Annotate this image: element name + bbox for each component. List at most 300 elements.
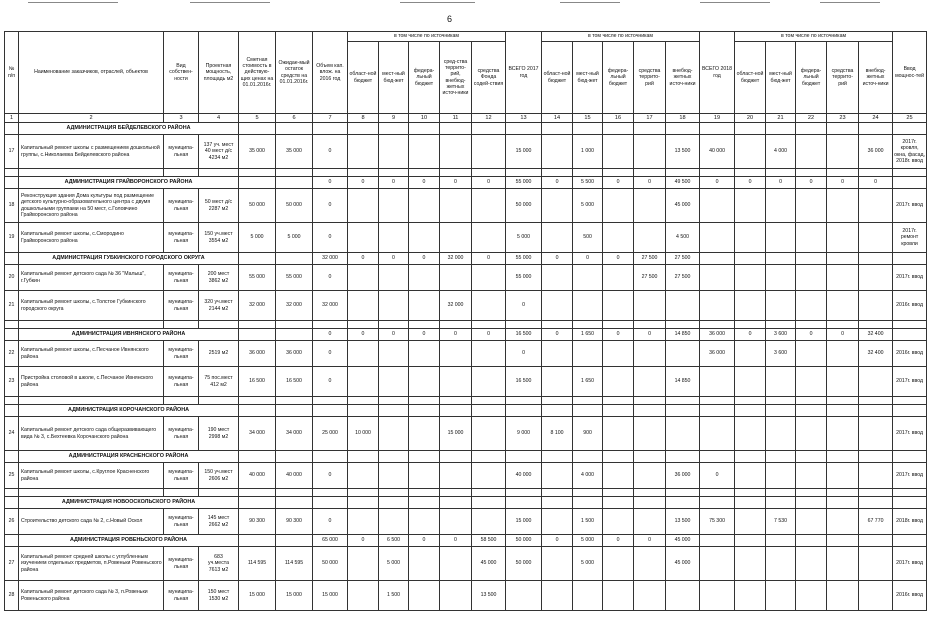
value-cell: 0: [603, 329, 634, 341]
col-header-mest: мест-ный бюд-жет: [379, 42, 409, 114]
value-cell: [440, 123, 472, 135]
value-cell: [796, 253, 827, 265]
section-row: [5, 535, 927, 547]
empty-cell: [735, 169, 766, 177]
value-cell: [735, 547, 766, 581]
col-header-terr: сред-ства террито-рий, внебюд-жетных источ-ники: [440, 42, 472, 114]
value-cell: [542, 341, 573, 367]
value-cell: [796, 341, 827, 367]
value-cell: 27 500: [666, 265, 700, 291]
empty-cell: [700, 397, 735, 405]
section-title: АДМИНИСТРАЦИЯ БЕЙДЕЛЕВСКОГО РАЙОНА: [19, 123, 239, 135]
value-cell: 1 500: [573, 509, 603, 535]
column-number: 4: [199, 114, 239, 123]
empty-cell: [239, 489, 276, 497]
value-cell: [276, 497, 313, 509]
value-cell: 32 400: [859, 329, 893, 341]
value-cell: [603, 291, 634, 321]
value-cell: 0: [472, 329, 506, 341]
empty-cell: [472, 321, 506, 329]
value-cell: [766, 417, 796, 451]
value-cell: [506, 405, 542, 417]
object-name: Капитальный ремонт школы, с.Круглое Красненского района: [19, 463, 164, 489]
col-header-obl: област-ной бюджет: [542, 42, 573, 114]
value-cell: [239, 497, 276, 509]
value-cell: 75 300: [700, 509, 735, 535]
value-cell: 6 500: [379, 535, 409, 547]
col-header-name: Наименование заказчиков, отраслей, объектов: [19, 32, 164, 114]
empty-cell: [573, 169, 603, 177]
value-cell: 0: [409, 329, 440, 341]
section-row: [5, 177, 927, 189]
value-cell: [634, 509, 666, 535]
empty-cell: [700, 321, 735, 329]
value-cell: [603, 581, 634, 611]
value-cell: [379, 509, 409, 535]
empty-cell: [666, 169, 700, 177]
blank-row: [5, 397, 927, 405]
empty-cell: [506, 489, 542, 497]
value-cell: [276, 329, 313, 341]
value-cell: [573, 497, 603, 509]
value-cell: [859, 451, 893, 463]
value-cell: [472, 417, 506, 451]
value-cell: 0: [409, 253, 440, 265]
value-cell: [603, 547, 634, 581]
value-cell: [700, 367, 735, 397]
value-cell: [735, 123, 766, 135]
value-cell: [603, 135, 634, 169]
value-cell: 0: [542, 253, 573, 265]
value-cell: 50 000: [506, 535, 542, 547]
value-cell: 27 500: [634, 253, 666, 265]
value-cell: [766, 405, 796, 417]
col-header-fed: федера-льный бюджет: [409, 42, 440, 114]
value-cell: [440, 497, 472, 509]
value-cell: [603, 417, 634, 451]
top-rule: [700, 2, 770, 3]
value-cell: 0: [827, 329, 859, 341]
value-cell: 15 000: [506, 509, 542, 535]
value-cell: [766, 265, 796, 291]
empty-cell: [409, 321, 440, 329]
value-cell: 40 000: [276, 463, 313, 489]
value-cell: [379, 451, 409, 463]
value-cell: [766, 223, 796, 253]
value-cell: [634, 497, 666, 509]
value-cell: [603, 123, 634, 135]
value-cell: 0: [409, 535, 440, 547]
column-number: 2: [19, 114, 164, 123]
capacity: 150 уч.мест 3554 м2: [199, 223, 239, 253]
value-cell: [348, 123, 379, 135]
empty-cell: [506, 169, 542, 177]
top-rule: [28, 2, 118, 3]
section-title: АДМИНИСТРАЦИЯ ГУБКИНСКОГО ГОРОДСКОГО ОКРУГА: [19, 253, 239, 265]
empty-cell: [893, 321, 927, 329]
value-cell: [542, 405, 573, 417]
value-cell: 0: [796, 329, 827, 341]
value-cell: [859, 547, 893, 581]
col-header-commissioning: Ввод мощнос-тей: [893, 32, 927, 114]
empty-cell: [164, 489, 199, 497]
value-cell: [276, 405, 313, 417]
value-cell: 0: [634, 177, 666, 189]
value-cell: [542, 135, 573, 169]
row-number: 26: [5, 509, 19, 535]
empty-cell: [379, 169, 409, 177]
section-title: АДМИНИСТРАЦИЯ РОВЕНЬСКОГО РАЙОНА: [19, 535, 239, 547]
col-header-remaining: Ожидае-мый остаток средств на 01.01.2016г.: [276, 32, 313, 114]
value-cell: [573, 581, 603, 611]
table-row: [5, 265, 927, 291]
capacity: 75 пос.мест 412 м2: [199, 367, 239, 397]
value-cell: 45 000: [666, 535, 700, 547]
value-cell: [796, 291, 827, 321]
value-cell: 90 300: [239, 509, 276, 535]
ownership-type: муниципа-льная: [164, 341, 199, 367]
value-cell: 0: [472, 253, 506, 265]
value-cell: [634, 189, 666, 223]
empty-cell: [19, 397, 164, 405]
column-number: 22: [796, 114, 827, 123]
empty-cell: [666, 321, 700, 329]
empty-cell: [5, 253, 19, 265]
value-cell: [700, 547, 735, 581]
ownership-type: муниципа-льная: [164, 265, 199, 291]
value-cell: 14 850: [666, 329, 700, 341]
value-cell: [893, 497, 927, 509]
value-cell: 55 000: [506, 177, 542, 189]
commissioning-cell: 2017г. кровля, окна, фасад, 2018г. ввод: [893, 135, 927, 169]
ownership-type: муниципа-льная: [164, 509, 199, 535]
empty-cell: [735, 321, 766, 329]
value-cell: 35 000: [276, 135, 313, 169]
value-cell: [634, 581, 666, 611]
empty-cell: [766, 169, 796, 177]
value-cell: [735, 291, 766, 321]
value-cell: [348, 405, 379, 417]
value-cell: [573, 405, 603, 417]
value-cell: [700, 265, 735, 291]
value-cell: [735, 451, 766, 463]
empty-cell: [634, 397, 666, 405]
value-cell: 0: [859, 177, 893, 189]
value-cell: 45 000: [666, 189, 700, 223]
empty-cell: [199, 169, 239, 177]
value-cell: [634, 367, 666, 397]
col-header-mest: мест-ный бюд-жет: [573, 42, 603, 114]
value-cell: [735, 509, 766, 535]
empty-cell: [276, 321, 313, 329]
column-number: 23: [827, 114, 859, 123]
value-cell: [542, 265, 573, 291]
column-number: 6: [276, 114, 313, 123]
value-cell: [796, 367, 827, 397]
value-cell: [239, 405, 276, 417]
value-cell: [440, 463, 472, 489]
value-cell: [542, 547, 573, 581]
value-cell: [409, 417, 440, 451]
col-header-terr: средства террито-рий: [827, 42, 859, 114]
top-rule: [820, 2, 880, 3]
col-header-total-2018: ВСЕГО 2018 год: [700, 32, 735, 114]
value-cell: [634, 341, 666, 367]
empty-cell: [440, 489, 472, 497]
value-cell: 1 650: [573, 367, 603, 397]
object-name: Капитальный ремонт школы, с.Толстое Губкинского городского округа: [19, 291, 164, 321]
value-cell: [348, 581, 379, 611]
empty-cell: [440, 321, 472, 329]
empty-cell: [199, 397, 239, 405]
value-cell: [276, 451, 313, 463]
column-number: 16: [603, 114, 634, 123]
value-cell: 0: [348, 535, 379, 547]
value-cell: [472, 497, 506, 509]
value-cell: 0: [542, 329, 573, 341]
capacity: 200 мест 3862 м2: [199, 265, 239, 291]
empty-cell: [348, 397, 379, 405]
value-cell: 0: [542, 177, 573, 189]
empty-cell: [603, 321, 634, 329]
value-cell: [379, 223, 409, 253]
value-cell: [573, 451, 603, 463]
capacity: 150 мест 1530 м2: [199, 581, 239, 611]
value-cell: [348, 463, 379, 489]
empty-cell: [164, 169, 199, 177]
commissioning-cell: 2017г. ввод: [893, 265, 927, 291]
ownership-type: муниципа-льная: [164, 547, 199, 581]
value-cell: 0: [313, 265, 348, 291]
section-title: АДМИНИСТРАЦИЯ КОРОЧАНСКОГО РАЙОНА: [19, 405, 239, 417]
value-cell: 45 000: [472, 547, 506, 581]
value-cell: [859, 535, 893, 547]
value-cell: 0: [379, 177, 409, 189]
value-cell: 65 000: [313, 535, 348, 547]
value-cell: 36 000: [700, 329, 735, 341]
table-row: [5, 547, 927, 581]
value-cell: [893, 405, 927, 417]
value-cell: [542, 123, 573, 135]
value-cell: [893, 535, 927, 547]
empty-cell: [634, 489, 666, 497]
ownership-type: муниципа-льная: [164, 291, 199, 321]
value-cell: [379, 291, 409, 321]
value-cell: [893, 123, 927, 135]
value-cell: [276, 253, 313, 265]
capacity: 137 уч. мест 40 мест д/с 4234 м2: [199, 135, 239, 169]
value-cell: [276, 177, 313, 189]
table-row: [5, 581, 927, 611]
value-cell: [348, 223, 379, 253]
value-cell: [796, 497, 827, 509]
empty-cell: [5, 497, 19, 509]
value-cell: [542, 291, 573, 321]
value-cell: 36 000: [276, 341, 313, 367]
value-cell: [603, 497, 634, 509]
value-cell: [700, 223, 735, 253]
empty-cell: [506, 397, 542, 405]
empty-cell: [666, 397, 700, 405]
empty-cell: [603, 489, 634, 497]
object-name: Капитальный ремонт средней школы с углубленным изучением отдельных предметов, п.Ровеньки Ровеньского района: [19, 547, 164, 581]
empty-cell: [199, 321, 239, 329]
empty-cell: [5, 397, 19, 405]
value-cell: [893, 451, 927, 463]
value-cell: 0: [440, 329, 472, 341]
value-cell: [827, 417, 859, 451]
value-cell: [603, 509, 634, 535]
capacity: 683 уч.места 7613 м2: [199, 547, 239, 581]
empty-cell: [5, 489, 19, 497]
value-cell: [859, 463, 893, 489]
value-cell: [827, 341, 859, 367]
col-header-fed: федера-льный бюджет: [603, 42, 634, 114]
empty-cell: [409, 397, 440, 405]
value-cell: [827, 291, 859, 321]
table-row: [5, 417, 927, 451]
value-cell: 0: [827, 177, 859, 189]
value-cell: [239, 253, 276, 265]
value-cell: [542, 451, 573, 463]
value-cell: 0: [379, 329, 409, 341]
value-cell: 5 000: [573, 535, 603, 547]
section-title: АДМИНИСТРАЦИЯ ГРАЙВОРОНСКОГО РАЙОНА: [19, 177, 239, 189]
value-cell: [603, 265, 634, 291]
commissioning-cell: 2017г. ввод: [893, 463, 927, 489]
empty-cell: [573, 397, 603, 405]
empty-cell: [19, 489, 164, 497]
section-title: АДМИНИСТРАЦИЯ КРАСНЕНСКОГО РАЙОНА: [19, 451, 239, 463]
empty-cell: [796, 169, 827, 177]
value-cell: [472, 509, 506, 535]
value-cell: [313, 123, 348, 135]
empty-cell: [164, 321, 199, 329]
empty-cell: [827, 321, 859, 329]
value-cell: [735, 581, 766, 611]
value-cell: 55 000: [506, 265, 542, 291]
value-cell: 5 000: [276, 223, 313, 253]
value-cell: [542, 463, 573, 489]
ownership-type: муниципа-льная: [164, 189, 199, 223]
value-cell: 50 000: [239, 189, 276, 223]
value-cell: 0: [542, 535, 573, 547]
ownership-type: муниципа-льная: [164, 581, 199, 611]
empty-cell: [239, 321, 276, 329]
value-cell: [859, 405, 893, 417]
empty-cell: [276, 489, 313, 497]
value-cell: [666, 497, 700, 509]
value-cell: [796, 405, 827, 417]
value-cell: [542, 223, 573, 253]
value-cell: [859, 123, 893, 135]
value-cell: [440, 223, 472, 253]
empty-cell: [19, 321, 164, 329]
value-cell: 50 000: [506, 547, 542, 581]
object-name: Капитальный ремонт школы с размещением дошкольной группы, с.Николаевка Бейделевского района: [19, 135, 164, 169]
value-cell: [766, 535, 796, 547]
value-cell: 49 500: [666, 177, 700, 189]
empty-cell: [19, 169, 164, 177]
value-cell: [796, 451, 827, 463]
value-cell: [472, 135, 506, 169]
value-cell: [573, 265, 603, 291]
empty-cell: [276, 397, 313, 405]
value-cell: 5 000: [573, 189, 603, 223]
value-cell: [313, 497, 348, 509]
value-cell: [239, 451, 276, 463]
empty-cell: [859, 169, 893, 177]
value-cell: [827, 509, 859, 535]
col-header-vneb: внебюд-жетных источ-ники: [859, 42, 893, 114]
table-row: [5, 291, 927, 321]
empty-cell: [472, 397, 506, 405]
empty-cell: [164, 397, 199, 405]
value-cell: 5 000: [379, 547, 409, 581]
value-cell: [859, 497, 893, 509]
value-cell: 0: [603, 535, 634, 547]
value-cell: [472, 189, 506, 223]
value-cell: [313, 405, 348, 417]
value-cell: [766, 189, 796, 223]
empty-cell: [827, 397, 859, 405]
value-cell: [440, 189, 472, 223]
empty-cell: [5, 169, 19, 177]
value-cell: [796, 123, 827, 135]
value-cell: 500: [573, 223, 603, 253]
col-header-type: Вид собствен-ности: [164, 32, 199, 114]
value-cell: 0: [700, 177, 735, 189]
value-cell: [472, 367, 506, 397]
value-cell: 0: [348, 177, 379, 189]
value-cell: [409, 581, 440, 611]
col-header-vneb: внебюд-жетных источ-ники: [666, 42, 700, 114]
value-cell: 1 650: [573, 329, 603, 341]
value-cell: [893, 329, 927, 341]
value-cell: [735, 135, 766, 169]
empty-cell: [542, 489, 573, 497]
value-cell: [766, 123, 796, 135]
empty-cell: [735, 397, 766, 405]
capacity: 190 мест 2998 м2: [199, 417, 239, 451]
commissioning-cell: 2017г. ввод: [893, 417, 927, 451]
value-cell: [700, 497, 735, 509]
section-title: АДМИНИСТРАЦИЯ НОВООСКОЛЬСКОГО РАЙОНА: [19, 497, 239, 509]
value-cell: [348, 265, 379, 291]
value-cell: 25 000: [313, 417, 348, 451]
value-cell: [859, 367, 893, 397]
value-cell: [379, 463, 409, 489]
value-cell: 16 500: [239, 367, 276, 397]
value-cell: [472, 291, 506, 321]
value-cell: [796, 509, 827, 535]
value-cell: [472, 341, 506, 367]
value-cell: 67 770: [859, 509, 893, 535]
value-cell: [348, 341, 379, 367]
value-cell: [634, 135, 666, 169]
object-name: Капитальный ремонт детского сада № 3, п.Ровеньки Ровеньского района: [19, 581, 164, 611]
value-cell: [409, 463, 440, 489]
value-cell: [735, 497, 766, 509]
value-cell: [573, 341, 603, 367]
value-cell: [859, 291, 893, 321]
col-group-sources-2017: в том числе по источникам: [542, 32, 700, 42]
table-row: [5, 223, 927, 253]
section-row: [5, 253, 927, 265]
value-cell: 34 000: [239, 417, 276, 451]
table-row: [5, 189, 927, 223]
value-cell: [634, 547, 666, 581]
